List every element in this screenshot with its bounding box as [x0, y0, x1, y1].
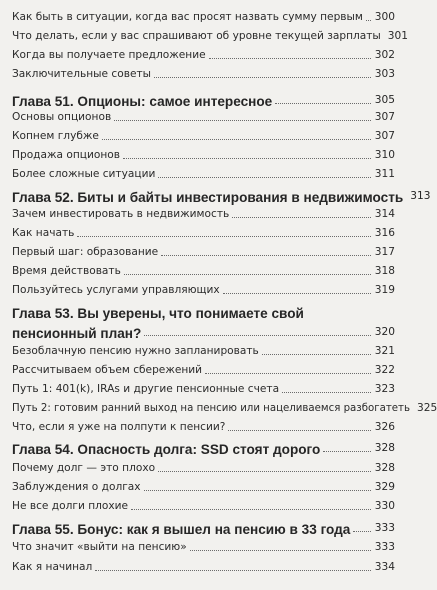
chapter-page: 328	[374, 442, 395, 454]
entry-page: 334	[374, 561, 395, 573]
toc-entry[interactable]	[12, 205, 395, 221]
toc-entry[interactable]	[12, 165, 395, 181]
leader-dots	[353, 530, 370, 532]
chapter-title: Глава 54. Опасность долга: SSD стоят дорого	[12, 442, 321, 457]
entry-title: Более сложные ситуации	[12, 168, 156, 180]
leader-dots	[223, 292, 371, 294]
entry-title: Как начать	[12, 227, 75, 239]
entry-page: 311	[374, 168, 395, 180]
leader-dots	[114, 119, 371, 121]
entry-title: Как я начинал	[12, 561, 93, 573]
entry-title: Основы опционов	[12, 111, 112, 123]
leader-dots	[131, 508, 371, 510]
entry-title: Пользуйтесь услугами управляющих	[12, 284, 220, 296]
leader-dots	[205, 372, 371, 374]
leader-dots	[144, 334, 370, 336]
entry-page: 307	[374, 130, 395, 142]
entry-page: 328	[374, 462, 395, 474]
chapter-heading-53[interactable]	[12, 321, 395, 340]
entry-title: Не все долги плохие	[12, 500, 129, 512]
toc-entry[interactable]	[12, 558, 395, 574]
toc-entry[interactable]	[12, 127, 395, 143]
chapter-heading-51[interactable]	[12, 89, 395, 108]
entry-page: 329	[374, 481, 395, 493]
entry-page: 307	[374, 111, 395, 123]
entry-page: 330	[374, 500, 395, 512]
toc-entry[interactable]	[12, 27, 409, 43]
chapter-page: 320	[374, 326, 395, 338]
entry-title: Что, если я уже на полпути к пенсии?	[12, 421, 226, 433]
entry-page: 317	[374, 246, 395, 258]
leader-dots	[323, 450, 370, 452]
entry-page: 316	[374, 227, 395, 239]
entry-title: Зачем инвестировать в недвижимость	[12, 208, 230, 220]
leader-dots	[161, 254, 371, 256]
toc-entry[interactable]	[12, 243, 395, 259]
toc-entry[interactable]	[12, 361, 395, 377]
toc-entry[interactable]	[12, 459, 395, 475]
chapter-title: пенсионный план?	[12, 326, 142, 341]
entry-title: Когда вы получаете предложение	[12, 49, 206, 61]
entry-page: 325	[416, 402, 437, 414]
entry-title: Рассчитываем объем сбережений	[12, 364, 203, 376]
toc-entry[interactable]	[12, 224, 395, 240]
entry-page: 323	[374, 383, 395, 395]
leader-dots	[102, 138, 371, 140]
chapter-heading-54[interactable]	[12, 437, 395, 456]
entry-title: Заблуждения о долгах	[12, 481, 141, 493]
leader-dots	[275, 102, 371, 104]
entry-page: 326	[374, 421, 395, 433]
entry-page: 318	[374, 265, 395, 277]
entry-title: Путь 2: готовим ранний выход на пенсию или нацеливаемся разбогатеть	[12, 403, 410, 414]
entry-page: 303	[374, 68, 395, 80]
leader-dots	[262, 353, 371, 355]
toc-entry[interactable]	[12, 342, 395, 358]
toc-entry[interactable]	[12, 281, 395, 297]
entry-page: 319	[374, 284, 395, 296]
entry-title: Почему долг — это плохо	[12, 462, 156, 474]
toc-entry[interactable]	[12, 146, 395, 162]
toc-entry[interactable]	[12, 65, 395, 81]
toc-entry[interactable]	[12, 46, 395, 62]
chapter-page: 313	[410, 190, 431, 202]
entry-page: 321	[374, 345, 395, 357]
entry-title: Первый шаг: образование	[12, 246, 159, 258]
leader-dots	[158, 470, 371, 472]
leader-dots	[77, 235, 370, 237]
entry-title: Копнем глубже	[12, 130, 99, 142]
entry-title: Заключительные советы	[12, 68, 151, 80]
toc-entry[interactable]	[12, 380, 395, 396]
chapter-title: Глава 55. Бонус: как я вышел на пенсию в 33 года	[12, 522, 351, 537]
leader-dots	[144, 489, 371, 491]
toc-entry[interactable]	[12, 262, 395, 278]
entry-page: 301	[387, 30, 409, 42]
leader-dots	[124, 273, 371, 275]
chapter-heading-52[interactable]	[12, 185, 431, 205]
leader-dots	[232, 216, 371, 218]
leader-dots	[282, 391, 371, 393]
chapter-page: 305	[374, 94, 395, 106]
entry-page: 310	[374, 149, 395, 161]
leader-dots	[190, 549, 371, 551]
toc-entry[interactable]	[12, 497, 395, 513]
entry-page: 302	[374, 49, 395, 61]
leader-dots	[154, 76, 371, 78]
toc-entry[interactable]	[12, 478, 395, 494]
chapter-heading-55[interactable]	[12, 517, 395, 536]
leader-dots	[123, 157, 371, 159]
entry-title: Продажа опционов	[12, 149, 121, 161]
toc-entry[interactable]	[12, 399, 437, 415]
entry-title: Время действовать	[12, 265, 121, 277]
chapter-heading-53-line1[interactable]: Глава 53. Вы уверены, что понимаете свой	[12, 306, 304, 321]
leader-dots	[95, 569, 370, 571]
chapter-page: 333	[374, 522, 395, 534]
toc-entry[interactable]	[12, 418, 395, 434]
entry-page: 322	[374, 364, 395, 376]
leader-dots	[158, 176, 370, 178]
entry-title: Путь 1: 401(k), IRAs и другие пенсионные счета	[12, 383, 280, 395]
leader-dots	[228, 429, 370, 431]
entry-title: Что делать, если у вас спрашивают об уровне текущей зарплаты	[12, 30, 381, 42]
entry-page: 314	[374, 208, 395, 220]
toc-entry[interactable]	[12, 108, 395, 124]
entry-title: Что значит «выйти на пенсию»	[12, 541, 187, 553]
chapter-title: Глава 51. Опционы: самое интересное	[12, 94, 273, 109]
toc-entry[interactable]	[12, 538, 395, 554]
chapter-title: Глава 52. Биты и байты инвестирования в недвижимость	[12, 190, 404, 205]
leader-dots	[209, 57, 371, 59]
entry-page: 300	[374, 11, 395, 23]
entry-page: 333	[374, 541, 395, 553]
entry-title: Как быть в ситуации, когда вас просят назвать сумму первым	[12, 11, 363, 23]
toc-entry[interactable]	[12, 8, 395, 24]
entry-title: Безоблачную пенсию нужно запланировать	[12, 345, 259, 357]
